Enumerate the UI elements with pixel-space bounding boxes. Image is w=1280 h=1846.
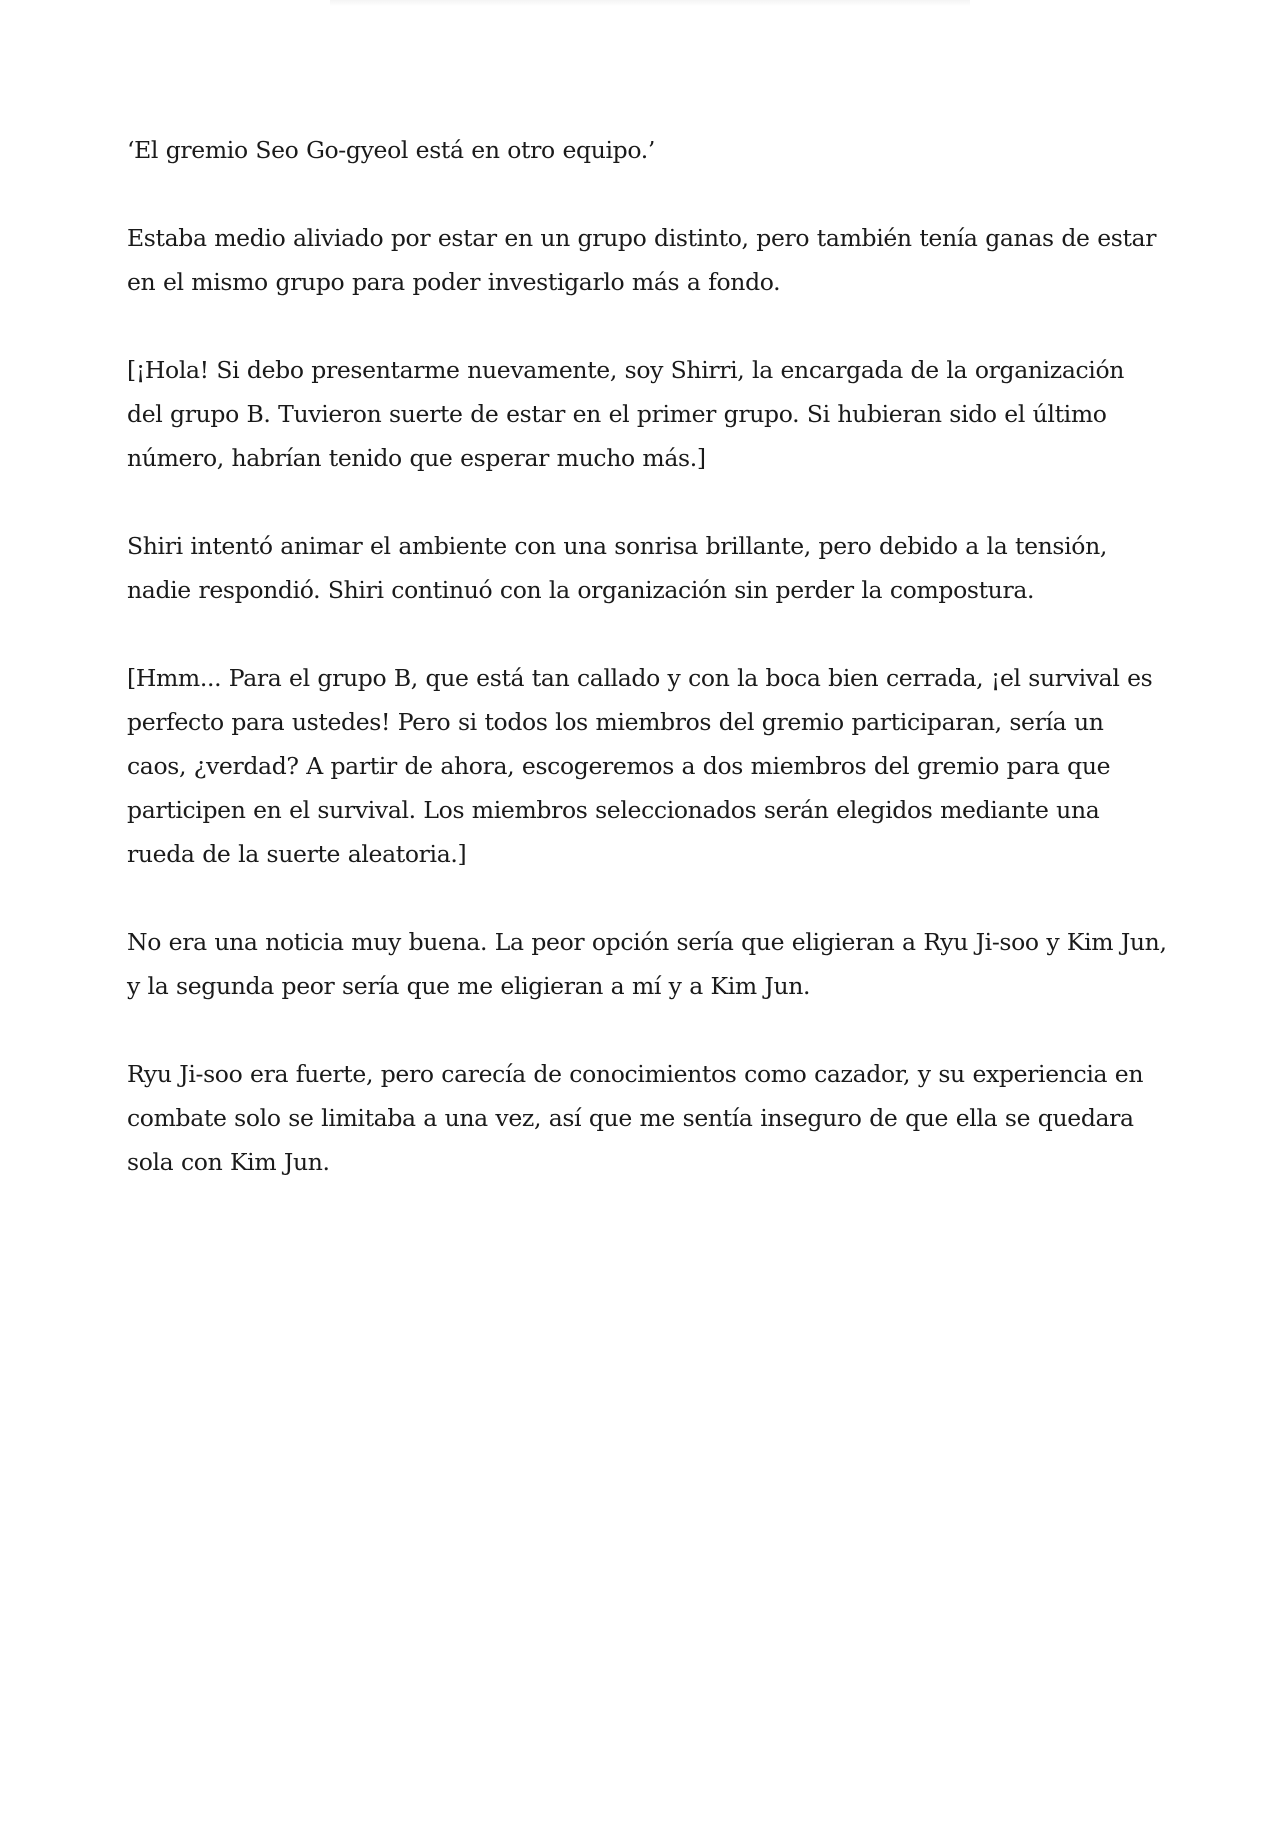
paragraph-1: ‘El gremio Seo Go-gyeol está en otro equipo.’	[127, 136, 655, 164]
paragraph-6: No era una noticia muy buena. La peor opción sería que eligieran a Ryu Ji-soo y Kim Jun, y la segunda peor sería que me eligieran a mí y a Kim Jun.	[127, 928, 1167, 1000]
paragraph-2: Estaba medio aliviado por estar en un grupo distinto, pero también tenía ganas de estar en el mismo grupo para poder investigarlo más a fondo.	[127, 224, 1157, 296]
document-page	[127, 128, 1167, 1228]
top-edge-shadow	[330, 0, 970, 6]
paragraph-5: [Hmm... Para el grupo B, que está tan callado y con la boca bien cerrada, ¡el survival es perfecto para ustedes! Pero si todos los miembros del gremio participaran, sería un caos, ¿verdad? A partir de ahora, escogeremos a dos miembros del gremio para que participen en el survival. Los miembros seleccionados serán elegidos mediante una rueda de la suerte aleatoria.]	[127, 664, 1153, 868]
paragraph-4: Shiri intentó animar el ambiente con una sonrisa brillante, pero debido a la tensión, nadie respondió. Shiri continuó con la organización sin perder la compostura.	[127, 532, 1108, 604]
paragraph-3: [¡Hola! Si debo presentarme nuevamente, soy Shirri, la encargada de la organización del grupo B. Tuvieron suerte de estar en el primer grupo. Si hubieran sido el último número, habrían tenido que esperar mucho más.]	[127, 356, 1125, 472]
paragraph-7: Ryu Ji-soo era fuerte, pero carecía de conocimientos como cazador, y su experiencia en combate solo se limitaba a una vez, así que me sentía inseguro de que ella se quedara sola con Kim Jun.	[127, 1060, 1144, 1176]
